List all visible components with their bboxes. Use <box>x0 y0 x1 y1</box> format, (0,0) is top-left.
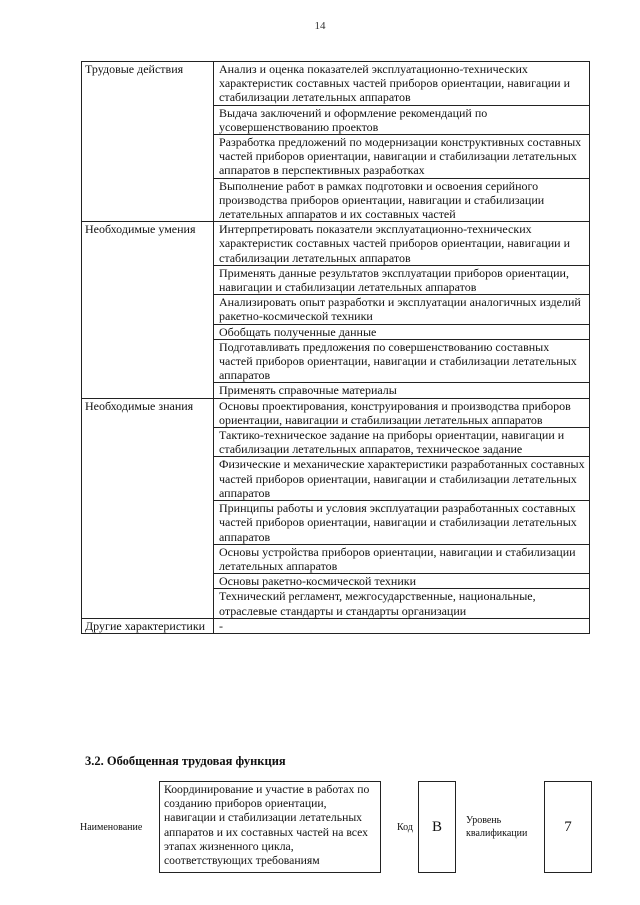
row-item: Основы устройства приборов ориентации, навигации и стабилизации летательных аппаратов <box>214 544 590 573</box>
table-row <box>82 62 590 106</box>
row-item: Применять данные результатов эксплуатации приборов ориентации, навигации и стабилизации летательных аппаратов <box>214 265 590 294</box>
other-characteristics-label: Другие характеристики <box>82 618 214 633</box>
labor-function-table <box>81 61 590 634</box>
row-item: Применять справочные материалы <box>214 383 590 398</box>
table-row <box>82 398 590 427</box>
row-item: Выдача заключений и оформление рекомендаций по усовершенствованию проектов <box>214 105 590 134</box>
row-item: Принципы работы и условия эксплуатации разработанных составных частей приборов ориентации, навигации и стабилизации летательных аппаратов <box>214 501 590 545</box>
table-row <box>82 222 590 266</box>
row-label: Необходимые умения <box>82 222 214 398</box>
row-item: Анализировать опыт разработки и эксплуатации аналогичных изделий ракетно-космической техники <box>214 295 590 324</box>
row-item: Основы ракетно-космической техники <box>214 574 590 589</box>
row-item: Основы проектирования, конструирования и производства приборов ориентации, навигации и стабилизации летательных аппаратов <box>214 398 590 427</box>
row-item: Подготавливать предложения по совершенствованию составных частей приборов ориентации, навигации и стабилизации летательных аппаратов <box>214 339 590 383</box>
row-label: Трудовые действия <box>82 62 214 222</box>
qualification-level-label-text: Уровень квалификации <box>466 815 528 839</box>
row-item: Разработка предложений по модернизации конструктивных составных частей приборов ориентации, навигации и стабилизации летательных аппаратов в перспективных разработках <box>214 135 590 179</box>
row-item: Технический регламент, межгосударственные, национальные, отраслевые стандарты и стандарты организации <box>214 589 590 618</box>
qualification-level-box: 7 <box>544 781 592 873</box>
name-value-box: Координирование и участие в работах по созданию приборов ориентации, навигации и стабилизации летательных аппаратов и их составных частей на всех этапах жизненного цикла, соответствующих требованиям <box>159 781 381 873</box>
row-item: Выполнение работ в рамках подготовки и освоения серийного производства приборов ориентации, навигации и стабилизации летательных аппаратов и их составных частей <box>214 178 590 222</box>
code-label: Код <box>397 822 413 833</box>
row-item: Физические и механические характеристики разработанных составных частей приборов ориентации, навигации и стабилизации летательных аппаратов <box>214 457 590 501</box>
qualification-level-label <box>466 814 536 840</box>
row-item: Интерпретировать показатели эксплуатационно-технических характеристик составных частей приборов ориентации, навигации и стабилизации летательных аппаратов <box>214 222 590 266</box>
other-characteristics-value: - <box>214 618 590 633</box>
section-title: 3.2. Обобщенная трудовая функция <box>85 754 286 768</box>
row-item: Тактико-техническое задание на приборы ориентации, навигации и стабилизации летательных аппаратов, техническое задание <box>214 428 590 457</box>
table-body <box>82 62 590 634</box>
page-number: 14 <box>314 20 326 32</box>
row-item: Анализ и оценка показателей эксплуатационно-технических характеристик составных частей приборов ориентации, навигации и стабилизации летательных аппаратов <box>214 62 590 106</box>
table-row <box>82 618 590 633</box>
row-label: Необходимые знания <box>82 398 214 618</box>
code-value-box: B <box>418 781 456 873</box>
name-label: Наименование <box>80 822 143 833</box>
row-item: Обобщать полученные данные <box>214 324 590 339</box>
